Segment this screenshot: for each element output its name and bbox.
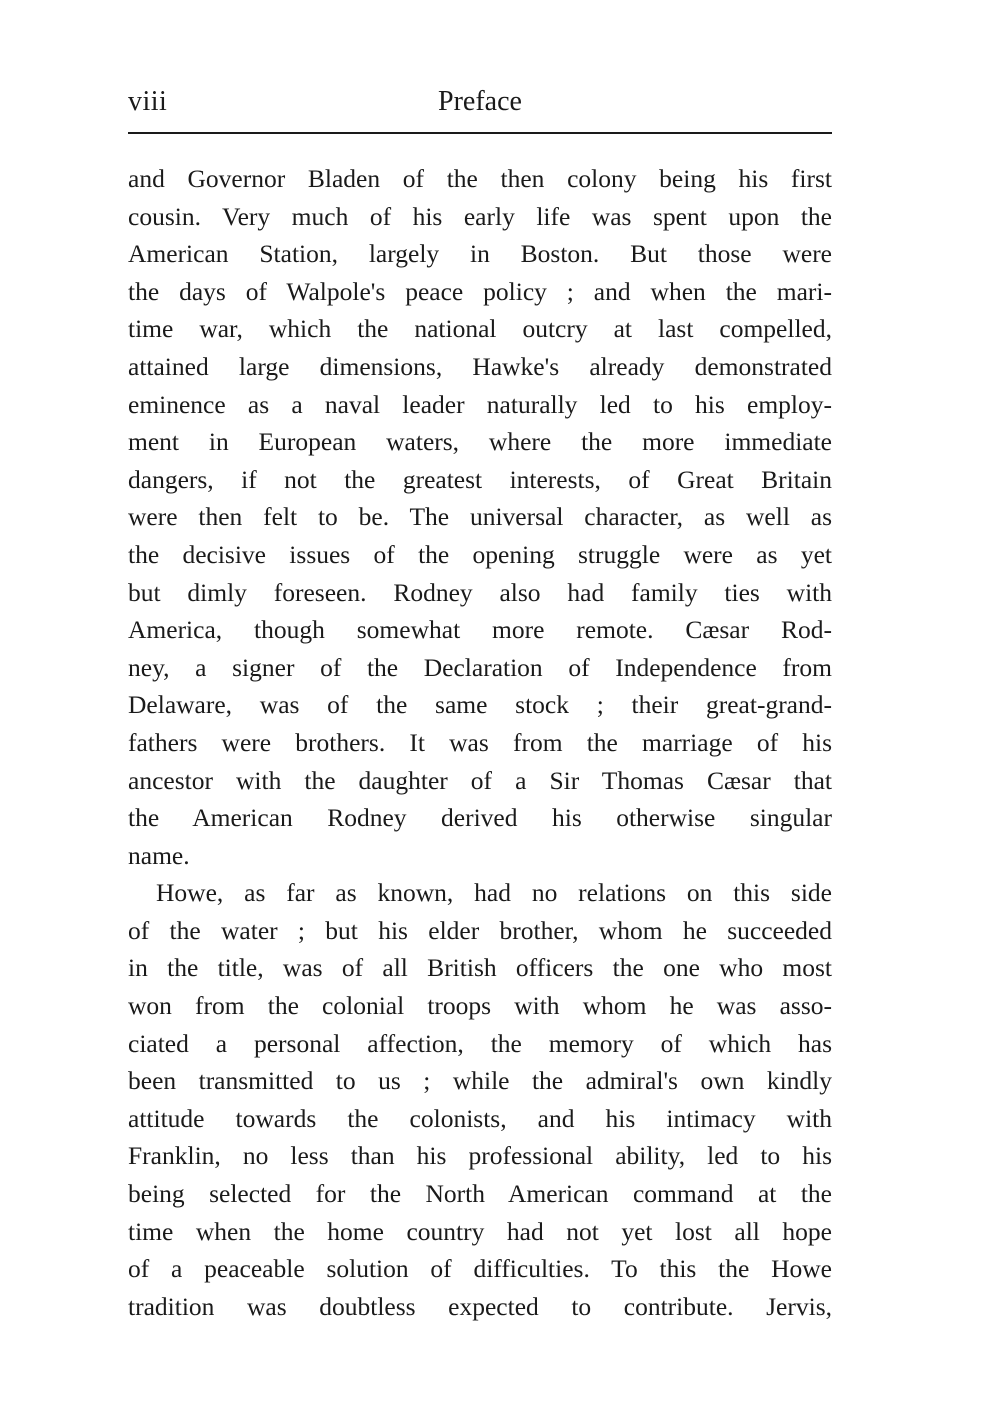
text-line: Delaware, was of the same stock ; their great-grand-: [128, 690, 832, 720]
text-line: America, though somewhat more remote. Cæsar Rod-: [128, 615, 832, 645]
text-line: name.: [128, 840, 190, 870]
text-line: of a peaceable solution of difficulties. To this the Howe: [128, 1254, 832, 1284]
text-line: dangers, if not the greatest interests, of Great Britain: [128, 464, 832, 494]
text-line: cousin. Very much of his early life was spent upon the: [128, 201, 832, 231]
text-line: the American Rodney derived his otherwise singular: [128, 803, 832, 833]
running-title: Preface: [438, 86, 522, 117]
text-line: eminence as a naval leader naturally led to his employ-: [128, 389, 832, 419]
book-page: [128, 84, 832, 1325]
paragraph: [128, 160, 832, 874]
text-line: ment in European waters, where the more immediate: [128, 427, 832, 457]
text-line: won from the colonial troops with whom he was asso-: [128, 991, 832, 1021]
text-line: been transmitted to us ; while the admiral's own kindly: [128, 1066, 832, 1096]
text-line: the days of Walpole's peace policy ; and when the mari-: [128, 276, 832, 306]
paragraph: [128, 874, 832, 1325]
text-line: of the water ; but his elder brother, whom he succeeded: [128, 915, 832, 945]
text-line: but dimly foreseen. Rodney also had family ties with: [128, 577, 832, 607]
text-line: Franklin, no less than his professional ability, led to his: [128, 1141, 832, 1171]
text-line: fathers were brothers. It was from the marriage of his: [128, 727, 832, 757]
text-line: Howe, as far as known, had no relations on this side: [156, 878, 832, 908]
text-line: tradition was doubtless expected to contribute. Jervis,: [128, 1291, 832, 1321]
text-line: in the title, was of all British officers the one who most: [128, 953, 832, 983]
text-line: time war, which the national outcry at last compelled,: [128, 314, 832, 344]
text-line: attitude towards the colonists, and his intimacy with: [128, 1103, 832, 1133]
running-head: [128, 84, 832, 134]
text-line: ney, a signer of the Declaration of Independence from: [128, 652, 832, 682]
text-line: American Station, largely in Boston. But those were: [128, 239, 832, 269]
text-line: being selected for the North American command at the: [128, 1179, 832, 1209]
text-line: and Governor Bladen of the then colony being his first: [128, 164, 832, 193]
text-line: time when the home country had not yet lost all hope: [128, 1216, 832, 1246]
text-line: the decisive issues of the opening struggle were as yet: [128, 539, 832, 569]
body-text: [128, 160, 832, 1325]
page-number: viii: [128, 86, 168, 117]
text-line: ciated a personal affection, the memory of which has: [128, 1028, 832, 1058]
text-line: attained large dimensions, Hawke's already demonstrated: [128, 351, 832, 381]
text-line: ancestor with the daughter of a Sir Thomas Cæsar that: [128, 765, 832, 795]
text-line: were then felt to be. The universal character, as well as: [128, 502, 832, 532]
